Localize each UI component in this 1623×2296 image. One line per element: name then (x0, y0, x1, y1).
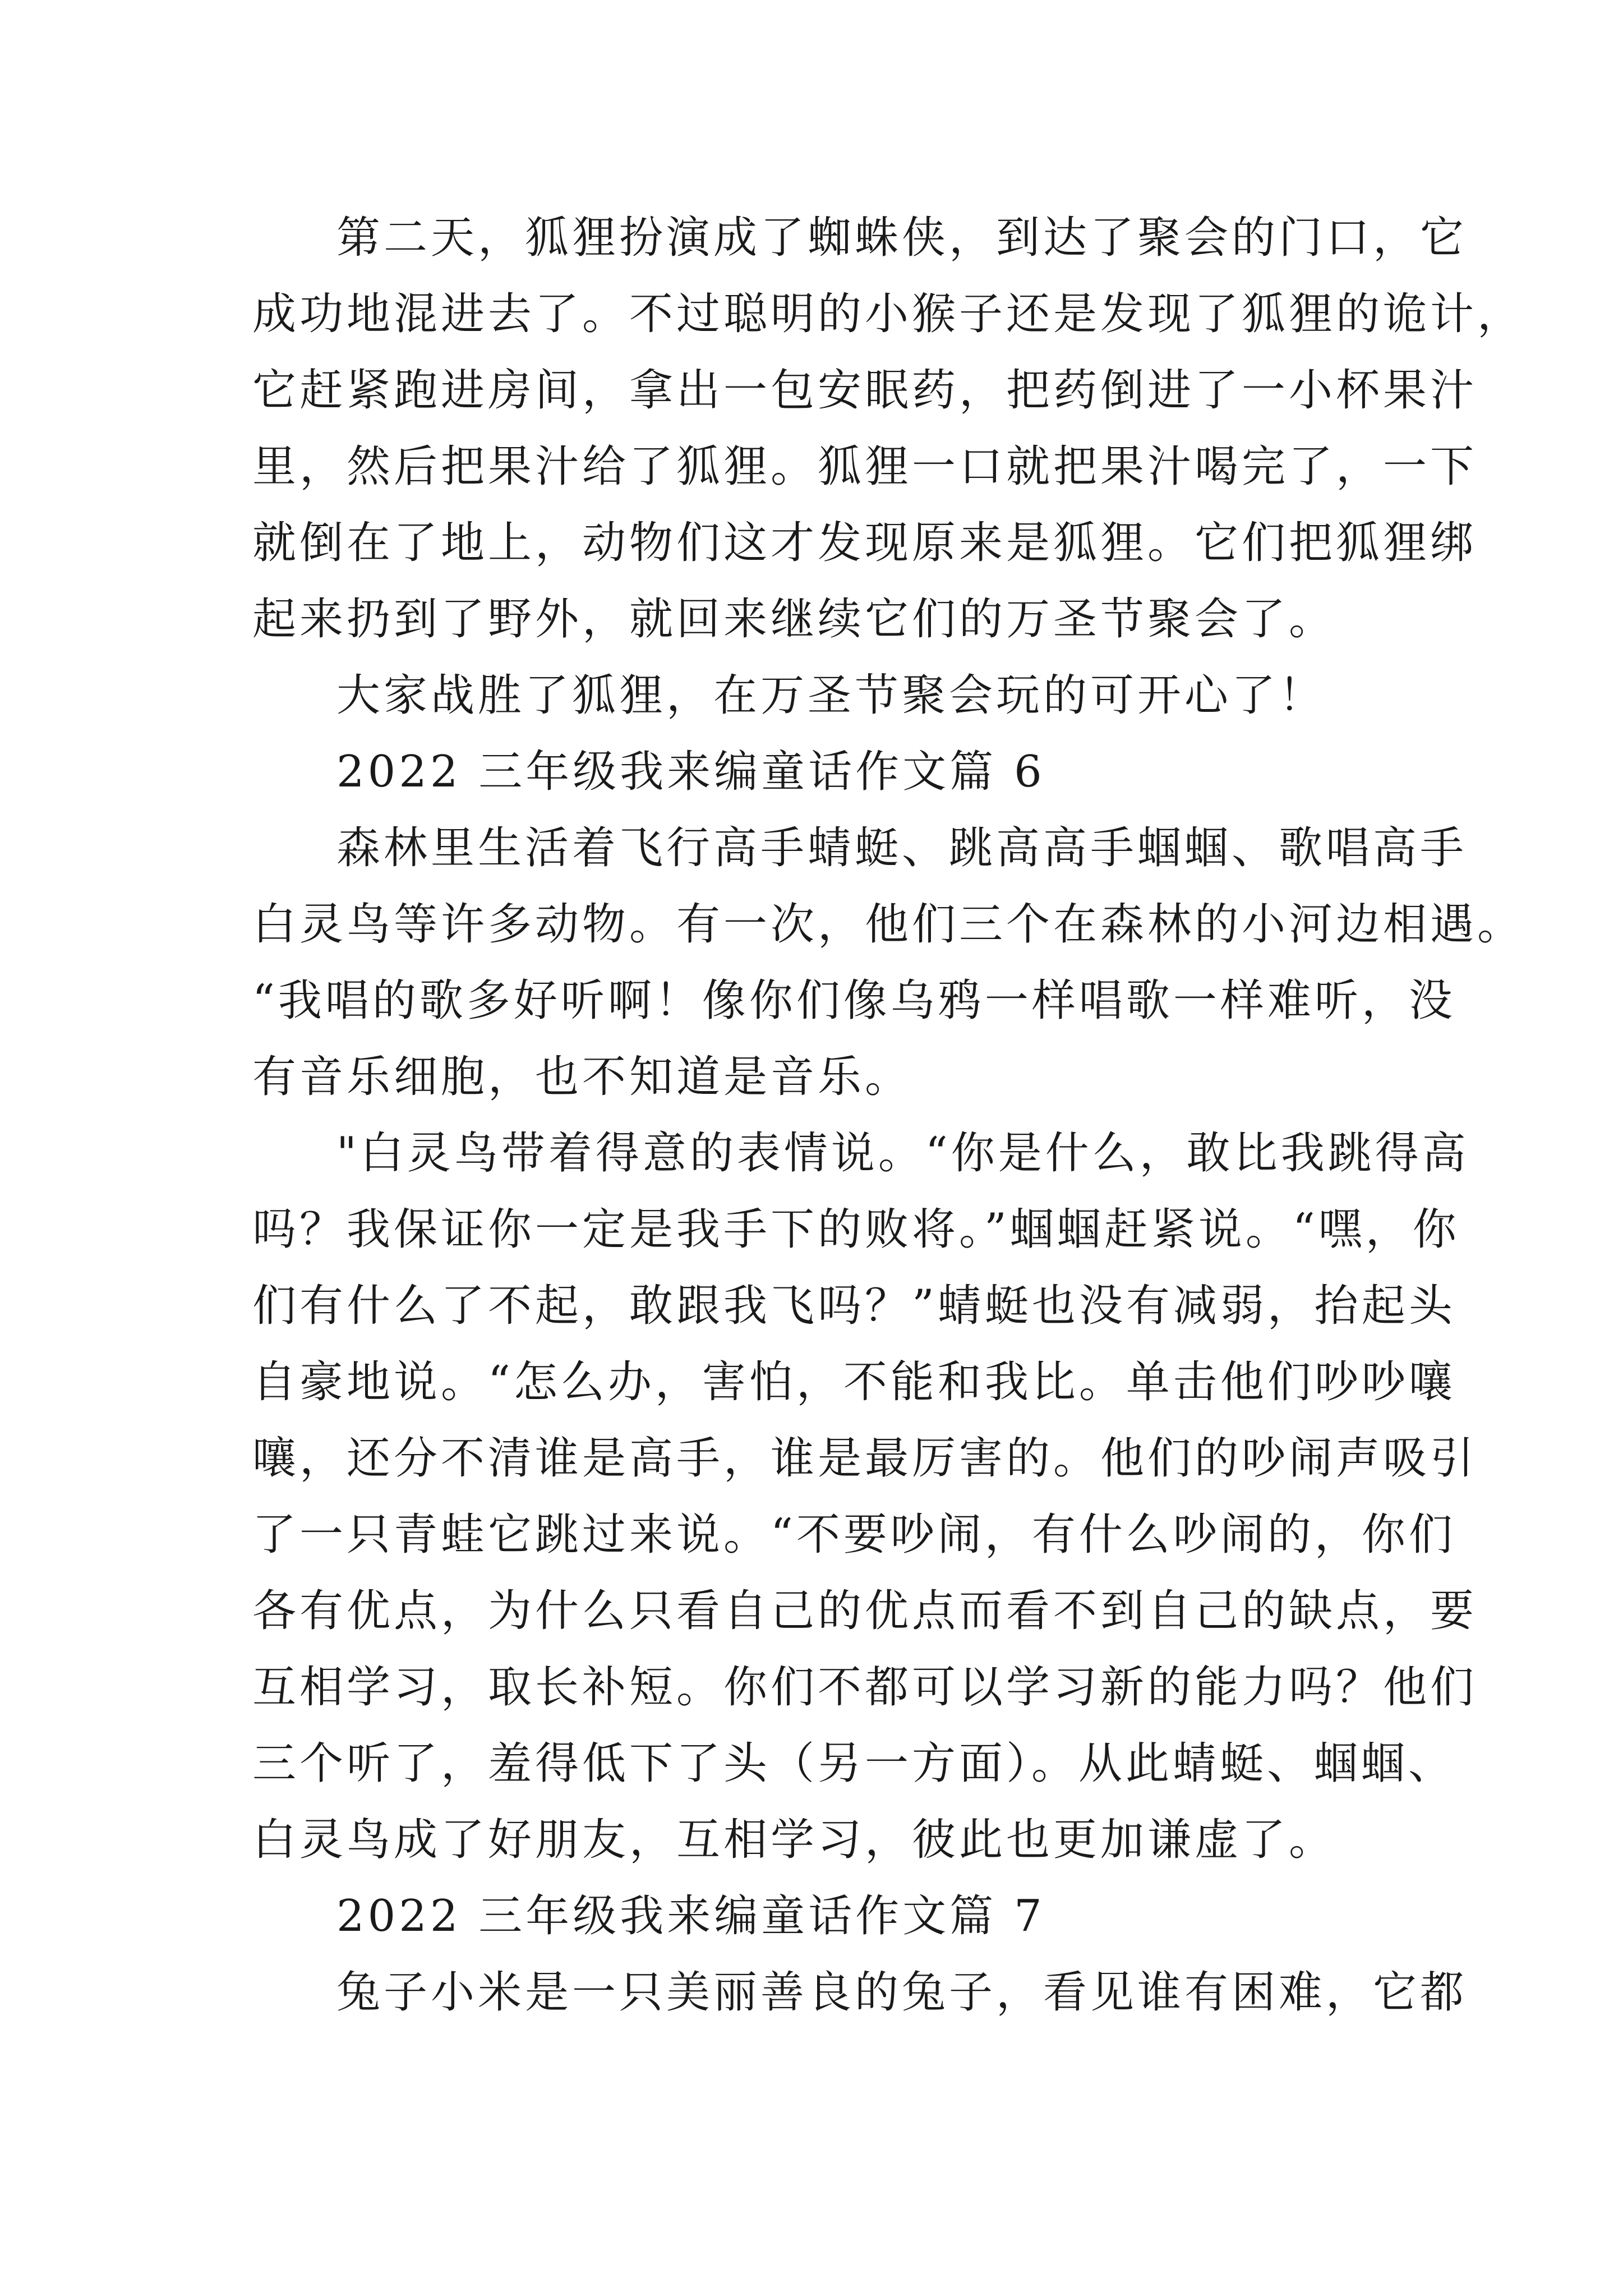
text-line-5: 就倒在了地上，动物们这才发现原来是狐狸。它们把狐狸绑 (252, 518, 1478, 568)
text-line-24: 兔子小米是一只美丽善良的兔子，看见谁有困难，它都 (336, 1967, 1468, 2018)
text-line-13: "白灵鸟带着得意的表情说。“你是什么，敢比我跳得高 (336, 1128, 1469, 1179)
text-line-11: “我唱的歌多好听啊！像你们像乌鸦一样唱歌一样难听，没 (252, 976, 1456, 1026)
section-heading-6: 2022 三年级我来编童话作文篇 6 (336, 747, 1045, 797)
text-line-2: 成功地混进去了。不过聪明的小猴子还是发现了狐狸的诡计， (252, 289, 1525, 339)
text-line-19: 各有优点，为什么只看自己的优点而看不到自己的缺点，要 (252, 1586, 1478, 1636)
text-line-1: 第二天，狐狸扮演成了蜘蛛侠，到达了聚会的门口，它 (336, 213, 1468, 263)
text-line-4: 里，然后把果汁给了狐狸。狐狸一口就把果汁喝完了，一下 (252, 441, 1478, 492)
text-line-18: 了一只青蛙它跳过来说。“不要吵闹，有什么吵闹的，你们 (252, 1510, 1456, 1560)
text-line-9: 森林里生活着飞行高手蜻蜓、跳高高手蝈蝈、歌唱高手 (336, 823, 1468, 873)
text-line-3: 它赶紧跑进房间，拿出一包安眠药，把药倒进了一小杯果汁 (252, 365, 1478, 416)
text-line-16: 自豪地说。“怎么办，害怕，不能和我比。单击他们吵吵嚷 (252, 1357, 1456, 1407)
text-line-17: 嚷，还分不清谁是高手，谁是最厉害的。他们的吵闹声吸引 (252, 1433, 1478, 1484)
text-line-6: 起来扔到了野外，就回来继续它们的万圣节聚会了。 (252, 594, 1336, 645)
text-line-7: 大家战胜了狐狸，在万圣节聚会玩的可开心了！ (336, 670, 1326, 721)
text-line-20: 互相学习，取长补短。你们不都可以学习新的能力吗？他们 (252, 1662, 1478, 1713)
text-line-22: 白灵鸟成了好朋友，互相学习，彼此也更加谦虚了。 (252, 1815, 1336, 1865)
text-line-10: 白灵鸟等许多动物。有一次，他们三个在森林的小河边相遇。 (252, 899, 1525, 950)
text-line-21: 三个听了，羞得低下了头（另一方面）。从此蜻蜓、蝈蝈、 (252, 1738, 1456, 1789)
section-heading-7: 2022 三年级我来编童话作文篇 7 (336, 1891, 1045, 1941)
document-body (252, 200, 1525, 2031)
text-line-12: 有音乐细胞，也不知道是音乐。 (252, 1052, 912, 1102)
text-line-14: 吗？我保证你一定是我手下的败将。”蝈蝈赶紧说。“嘿，你 (252, 1204, 1460, 1255)
text-line-15: 们有什么了不起，敢跟我飞吗？”蜻蜓也没有减弱，抬起头 (252, 1281, 1456, 1331)
